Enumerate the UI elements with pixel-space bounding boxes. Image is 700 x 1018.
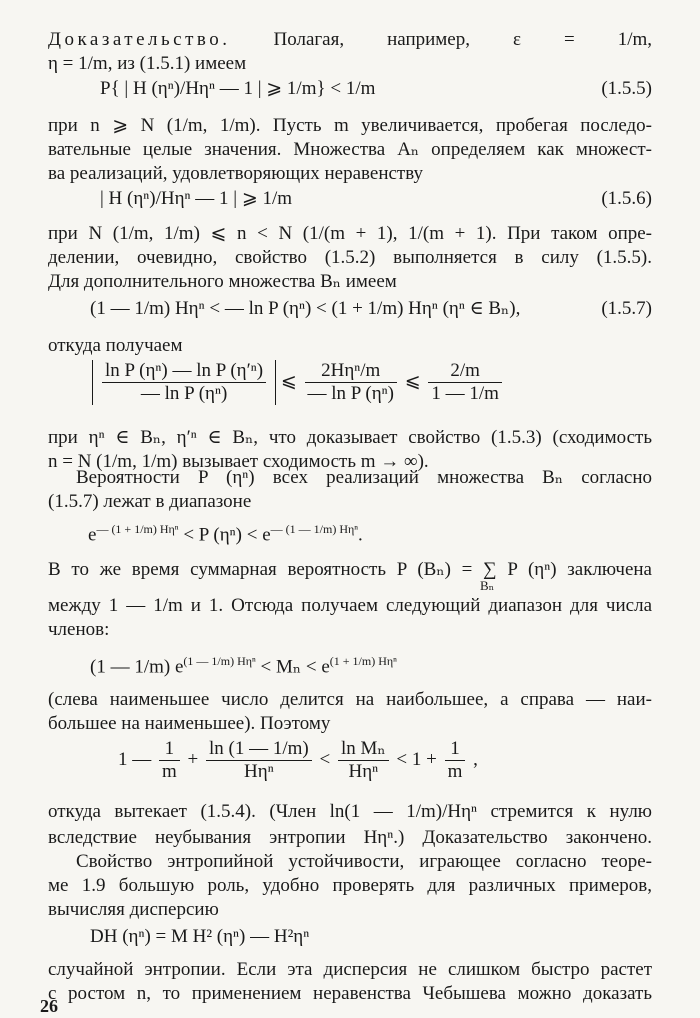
sum-subscript: Bₙ xyxy=(480,578,495,593)
text-fragment: e xyxy=(88,524,97,546)
exponent: — (1 — 1/m) Hηⁿ xyxy=(270,522,359,536)
text-line: при N (1/m, 1/m) ⩽ n < N (1/(m + 1), 1/(m + 1). При таком опре- xyxy=(48,223,652,244)
text-line: делении, очевидно, свойство (1.5.2) выполняется в силу (1.5.5). xyxy=(48,247,652,268)
proof-word: Доказательство. xyxy=(48,29,231,50)
exponent: (1 — 1/m) Hηⁿ xyxy=(183,654,256,668)
text-line: (слева наименьшее число делится на наибольшее, а справа — наи- xyxy=(48,689,652,710)
fraction-numerator: 1 xyxy=(159,738,180,761)
text-line: ме 1.9 большую роль, удобно проверять для различных примеров, xyxy=(48,875,652,896)
text-line: между 1 — 1/m и 1. Отсюда получаем следующий диапазон для числа xyxy=(48,595,652,616)
text-fragment: < Mₙ < e xyxy=(255,656,330,678)
fraction-denominator: Hηⁿ xyxy=(348,761,379,782)
text-line: η = 1/m, из (1.5.1) имеем xyxy=(48,53,247,74)
fraction-numerator: 1 xyxy=(445,738,466,761)
equation-number: (1.5.5) xyxy=(601,78,652,99)
text-line: откуда вытекает (1.5.4). (Член ln(1 — 1/m)/Hηⁿ стремится к нулю xyxy=(48,801,652,822)
fraction-denominator: Hηⁿ xyxy=(244,761,274,782)
exponent: (1 + 1/m) Hηⁿ xyxy=(329,654,397,668)
absolute-value xyxy=(92,360,276,405)
text-line: (1.5.7) лежат в диапазоне xyxy=(48,491,252,512)
relation-sign: ⩽ xyxy=(404,370,421,392)
equation-ratio xyxy=(92,360,505,405)
equation-log-inequality xyxy=(118,738,478,783)
text-fragment: (1 — 1/m) e xyxy=(90,656,184,678)
text-fragment: Полагая, например, ε = 1/m, xyxy=(273,29,652,50)
text-line: с ростом n, то применением неравенства Чебышева можно доказать xyxy=(48,983,652,1004)
fraction-numerator: 2Hηⁿ/m xyxy=(305,360,397,383)
relation-sign: < xyxy=(319,748,331,770)
fraction xyxy=(338,738,389,783)
text-line: вательные целые значения. Множества Aₙ определяем как множест- xyxy=(48,139,652,160)
text-line xyxy=(48,28,652,52)
fraction-numerator: 2/m xyxy=(428,360,502,383)
page-number: 26 xyxy=(40,996,58,1016)
text-line: откуда получаем xyxy=(48,335,183,356)
fraction-numerator: ln Mₙ xyxy=(338,738,389,761)
fraction-denominator: m xyxy=(447,761,463,782)
equation-probability-range xyxy=(88,516,363,548)
fraction-denominator: — ln P (ηⁿ) xyxy=(140,383,228,404)
relation-sign: < 1 + xyxy=(396,748,437,770)
text-line: вследствие неубывания энтропии Hηⁿ.) Доказательство закончено. xyxy=(48,827,652,848)
text-line: членов: xyxy=(48,619,110,640)
equation-members-range xyxy=(90,648,397,680)
text-line: при ηⁿ ∈ Bₙ, η′ⁿ ∈ Bₙ, что доказывает свойство (1.5.3) (сходимость xyxy=(48,427,652,448)
text-line: В то же время суммарная вероятность P (Bₙ) = ∑ P (ηⁿ) заключена xyxy=(48,559,652,580)
text-line: n = N (1/m, 1/m) вызывает сходимость m → ∞). xyxy=(48,451,429,472)
fraction xyxy=(159,738,180,783)
text-fragment: + xyxy=(187,748,199,770)
text-line: Свойство энтропийной устойчивости, играющее согласно теоре- xyxy=(76,851,652,872)
fraction-numerator: ln (1 — 1/m) xyxy=(206,738,312,761)
fraction-denominator: — ln P (ηⁿ) xyxy=(307,383,394,404)
text-fragment: , xyxy=(473,748,478,770)
fraction xyxy=(102,360,266,405)
text-fragment: . xyxy=(358,524,363,546)
text-line: большее на наименьшее). Поэтому xyxy=(48,713,331,734)
fraction xyxy=(206,738,312,783)
text-line: вычисляя дисперсию xyxy=(48,899,219,920)
equation-number: (1.5.6) xyxy=(601,188,652,209)
fraction-denominator: 1 — 1/m xyxy=(431,383,499,404)
fraction xyxy=(428,360,502,405)
fraction xyxy=(445,738,466,783)
fraction-denominator: m xyxy=(162,761,177,782)
equation-number: (1.5.7) xyxy=(601,298,652,319)
text-line: ва реализаций, удовлетворяющих неравенству xyxy=(48,163,424,184)
text-line: Для дополнительного множества Bₙ имеем xyxy=(48,271,397,292)
text-line: случайной энтропии. Если эта дисперсия не слишком быстро растет xyxy=(48,959,652,980)
text-fragment: 1 — xyxy=(118,748,152,770)
equation-1-5-6: | H (ηⁿ)/Hηⁿ — 1 | ⩾ 1/m xyxy=(100,188,293,209)
exponent: — (1 + 1/m) Hηⁿ xyxy=(96,522,179,536)
equation-1-5-7: (1 — 1/m) Hηⁿ < — ln P (ηⁿ) < (1 + 1/m) Hηⁿ (ηⁿ ∈ Bₙ), xyxy=(90,298,521,319)
equation-1-5-5: P{ | H (ηⁿ)/Hηⁿ — 1 | ⩾ 1/m} < 1/m xyxy=(100,78,376,99)
fraction-numerator: ln P (ηⁿ) — ln P (η′ⁿ) xyxy=(102,360,266,383)
fraction xyxy=(305,360,397,405)
relation-sign: ⩽ xyxy=(280,370,297,392)
text-line: при n ⩾ N (1/m, 1/m). Пусть m увеличивается, пробегая последо- xyxy=(48,115,652,136)
equation-dispersion: DH (ηⁿ) = M H² (ηⁿ) — H²ηⁿ xyxy=(90,926,310,947)
text-line: Вероятности P (ηⁿ) всех реализаций множества Bₙ согласно xyxy=(76,467,652,488)
text-fragment: < P (ηⁿ) < e xyxy=(178,524,271,546)
